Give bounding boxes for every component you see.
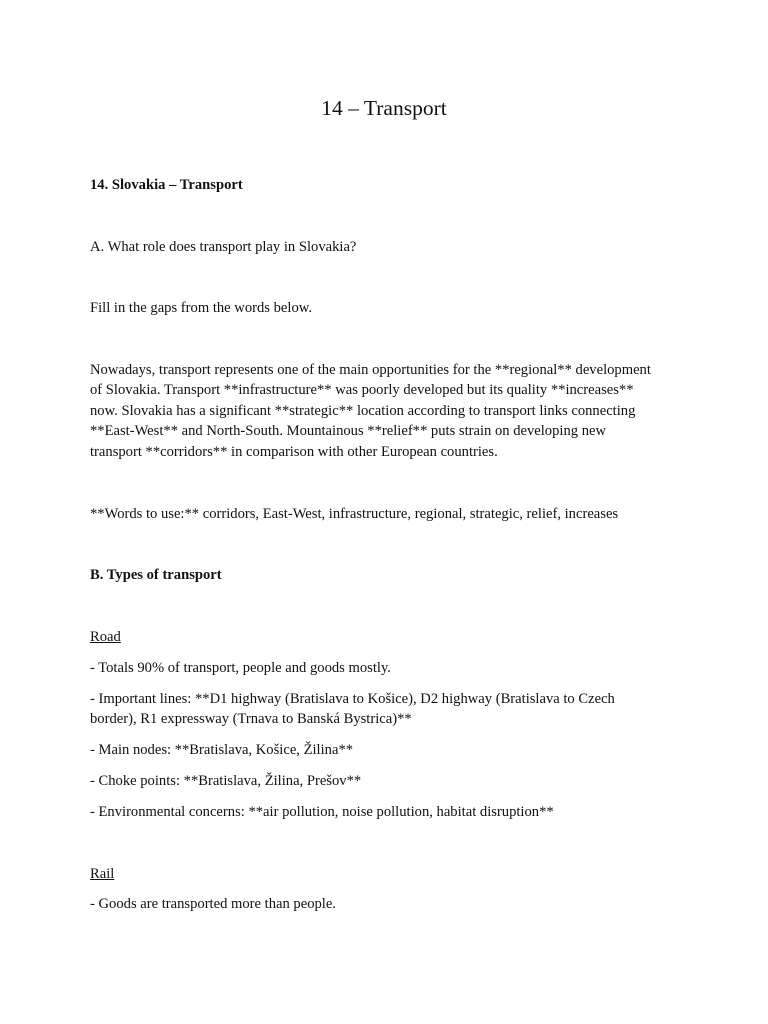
list-item: - Main nodes: **Bratislava, Košice, Žilina**	[90, 742, 354, 758]
list-item: - Totals 90% of transport, people and goods mostly.	[90, 660, 391, 676]
question-a: A. What role does transport play in Slovakia?	[90, 239, 357, 255]
paragraph-line: **East-West** and North-South. Mountainous **relief** puts strain on developing new	[90, 423, 607, 439]
page-title: 14 – Transport	[321, 96, 447, 120]
list-item: - Environmental concerns: **air pollution, noise pollution, habitat disruption**	[90, 804, 554, 820]
list-item: - Choke points: **Bratislava, Žilina, Prešov**	[90, 773, 362, 789]
section-heading: 14. Slovakia – Transport	[90, 177, 243, 193]
list-item: - Goods are transported more than people.	[90, 896, 336, 912]
part-b-heading: B. Types of transport	[90, 567, 222, 583]
paragraph-line: Nowadays, transport represents one of the main opportunities for the **regional** development	[90, 362, 651, 378]
gap-fill-instruction: Fill in the gaps from the words below.	[90, 300, 312, 316]
list-item: border), R1 expressway (Trnava to Banská Bystrica)**	[90, 711, 412, 727]
paragraph-line: of Slovakia. Transport **infrastructure** was poorly developed but its quality **increases**	[90, 382, 634, 398]
rail-subheading: Rail	[90, 866, 115, 882]
road-subheading: Road	[90, 629, 121, 645]
paragraph-line: transport **corridors** in comparison with other European countries.	[90, 444, 498, 460]
list-item: - Important lines: **D1 highway (Bratislava to Košice), D2 highway (Bratislava to Czech	[90, 691, 615, 707]
words-to-use: **Words to use:** corridors, East-West, infrastructure, regional, strategic, relief, increases	[90, 506, 619, 522]
paragraph-line: now. Slovakia has a significant **strategic** location according to transport links connecting	[90, 403, 636, 419]
